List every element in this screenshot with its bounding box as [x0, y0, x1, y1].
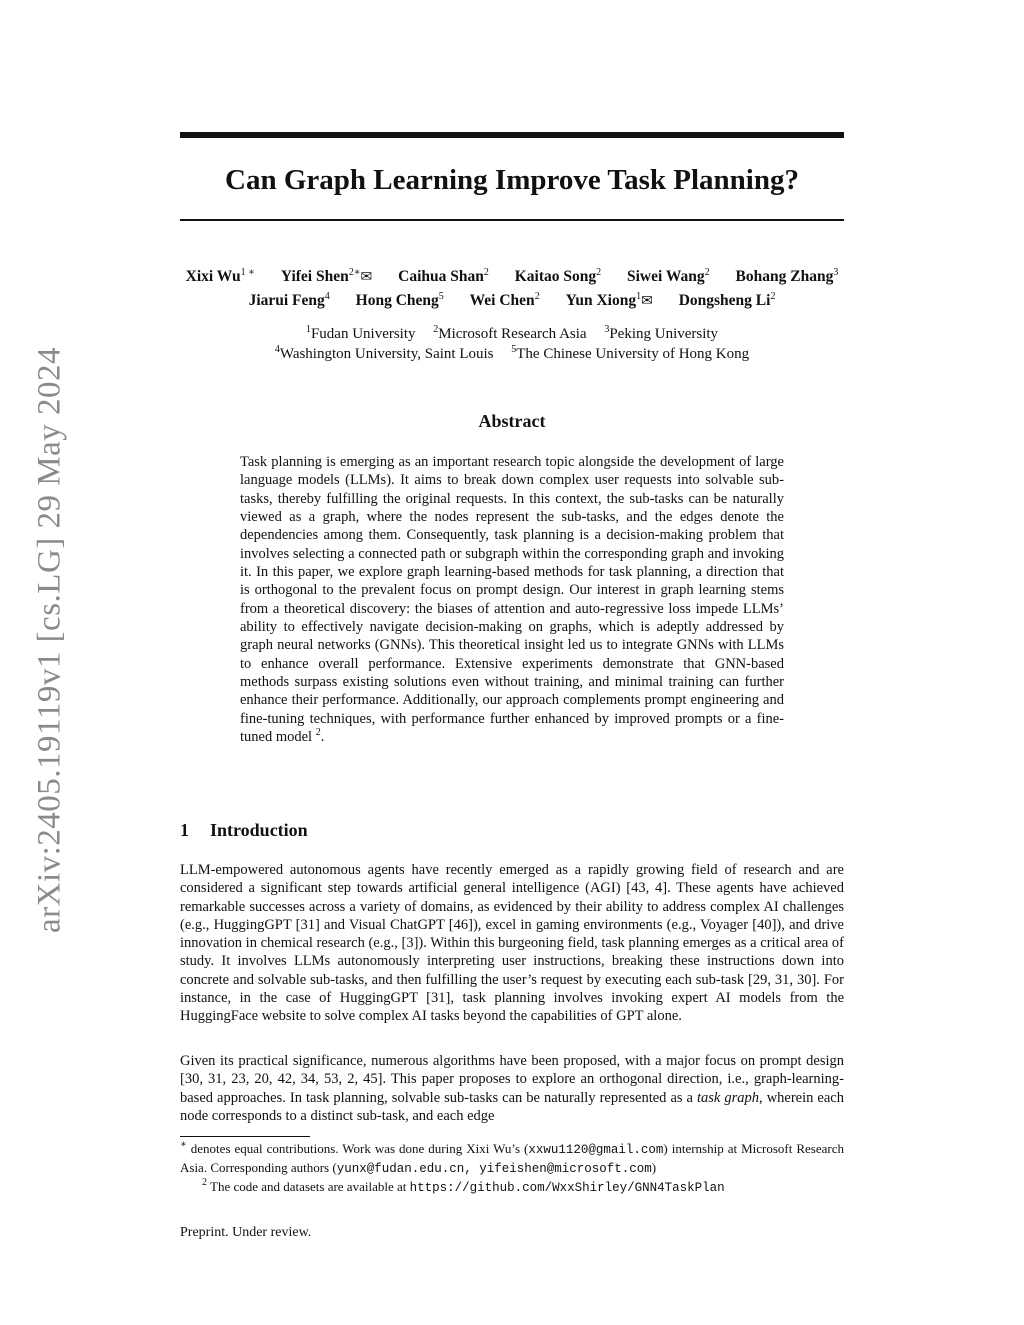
author: Wei Chen$^2$ — [469, 291, 540, 309]
arxiv-identifier: arXiv:2405.19119v1 [cs.LG] 29 May 2024 — [31, 346, 68, 934]
corresponding-author-icon: ✉ — [641, 294, 653, 309]
author: Yun Xiong$^1$✉ — [565, 291, 653, 309]
author: Dongsheng Li$^2$ — [678, 291, 776, 309]
abstract-body: Task planning is emerging as an important research topic alongside the development of large language models (LLMs). It aims to break down complex user requests into solvable sub-tasks, thereby fulfilling the original requests. In this context, the sub-tasks can be naturally viewed as a graph, where the nodes represent the sub-tasks, and the edges denote the dependencies among them. Consequently, task planning is a decision-making problem that involves selecting a connected path or subgraph within the corresponding graph and invoking it. In this paper, we explore graph learning-based methods for task planning, a direction that is orthogonal to the prevalent focus on prompt design. Our interest in graph learning stems from a theoretical discovery: the biases of attention and auto-regressive loss impede LLMs’ ability to effectively navigate decision-making on graphs, which is adeptly addressed by graph neural networks (GNNs). This theoretical insight led us to integrate GNNs with LLMs to enhance overall performance. Extensive experiments demonstrate that GNN-based methods surpass existing solutions even without training, and minimal training can further enhance their performance. Additionally, our approach complements prompt engineering and fine-tuning techniques, with performance further enhanced by improved prompts or a fine-tuned model $^2$. — [240, 454, 784, 746]
author: Jiarui Feng$^4$ — [248, 291, 330, 309]
section-heading: 1 Introduction — [180, 820, 308, 840]
code-link[interactable]: https://github.com/WxxShirley/GNN4TaskPlan — [409, 1181, 725, 1195]
author: Yifei Shen$^{2∗}$✉ — [280, 267, 373, 285]
footnote-rule — [180, 1136, 310, 1137]
intro-paragraph-2: Given its practical significance, numerous algorithms have been proposed, with a major focus on prompt design [30, 31, 23, 20, 42, 34, 53, 2, 45]. This paper proposes to explore an orthogonal direction, i.e., graph-learning-based approaches. In task planning, solvable sub-tasks can be naturally represented as a task graph, wherein each node corresponds to a distinct sub-task, and each edge — [180, 1053, 844, 1124]
corresponding-author-icon: ✉ — [360, 270, 373, 285]
author: Xixi $Wu^{1 ∗}$ — [185, 267, 255, 285]
affiliation: $^1$Fudan University — [305, 324, 416, 342]
affiliation: $^5$The Chinese University of Hong Kong — [511, 344, 750, 362]
affiliation: $^4$Washington University, Saint Louis — [274, 344, 494, 362]
footnotes — [180, 1140, 844, 1197]
footnote-2: $^2$ The code and datasets are available at https://github.com/WxxShirley/GNN4TaskPlan — [202, 1177, 725, 1195]
affiliation-list — [180, 324, 844, 364]
paper-title: Can Graph Learning Improve Task Planning? — [225, 164, 799, 196]
author-list — [160, 265, 864, 313]
intro-paragraph-1: LLM-empowered autonomous agents have recently emerged as a rapidly growing field of research and are considered a significant step towards artificial general intelligence (AGI) [43, 4]. These agents have achieved remarkable successes across a variety of domains, as evidenced by their ability to address complex AI challenges (e.g., HuggingGPT [31] and Visual ChatGPT [46]), excel in gaming environments (e.g., Voyager [40]), and drive innovation in chemical research (e.g., [3]). Within this burgeoning field, task planning emerges as a critical area of study. It involves LLMs autonomously interpreting user instructions, breaking these instructions down into concrete and solvable sub-tasks, and then fulfilling the user’s request by executing each sub-task [29, 31, 30]. For instance, in the case of HuggingGPT [31], task planning involves invoking expert AI models from the HuggingFace website to solve complex AI tasks beyond the capabilities of GPT alone. — [180, 862, 844, 1025]
preprint-notice: Preprint. Under review. — [180, 1225, 312, 1240]
author: Siwei Wang$^2$ — [627, 267, 710, 285]
affiliation: $^3$Peking University — [604, 324, 719, 342]
author: Kaitao Song$^2$ — [514, 267, 602, 285]
abstract-heading: Abstract — [478, 411, 546, 431]
affiliation: $^2$Microsoft Research Asia — [433, 324, 587, 342]
title-rule-bottom — [180, 219, 844, 221]
author: Hong Cheng$^5$ — [355, 291, 444, 309]
footnote-1: ∗ denotes equal contributions. Work was done during Xixi Wu’s (xxwu1120@gmail.com) internship at Microsoft Research Asia. Corresponding authors (yunx@fudan.edu.cn, yifeishen@microsoft.com) — [180, 1139, 844, 1176]
author: Caihua Shan$^2$ — [398, 267, 489, 285]
author: Bohang Zhang$^3$ — [735, 267, 839, 285]
title-rule-top — [180, 132, 844, 138]
footnote-ref: 2 — [315, 727, 321, 739]
